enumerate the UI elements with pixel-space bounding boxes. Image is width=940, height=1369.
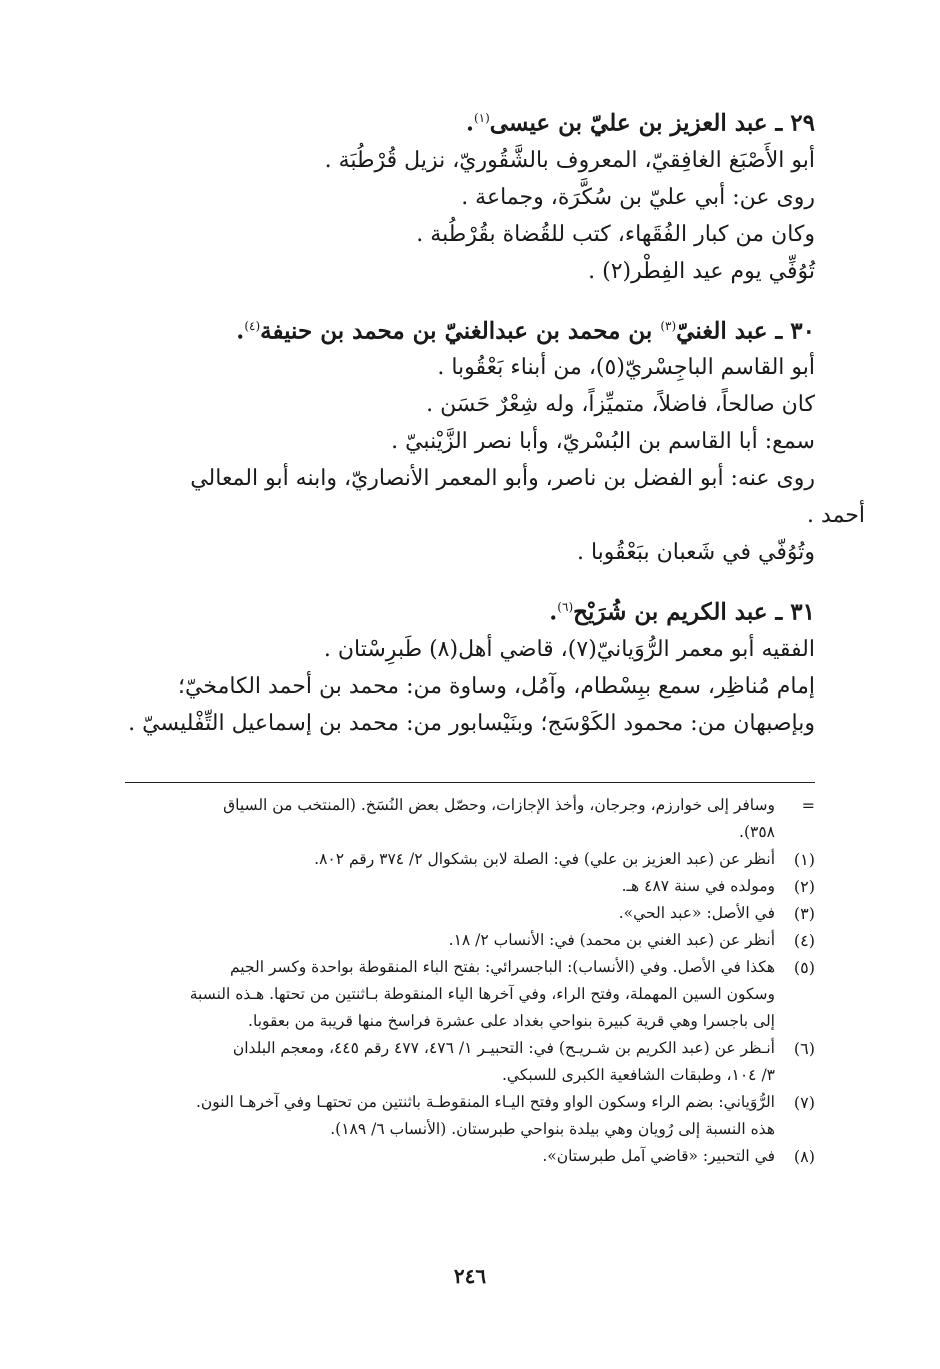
footnote-number: (٧) — [793, 1093, 815, 1112]
footnote-line: هذه النسبة إلى رُويان وهي بيلدة بنواحي طبرستان. (الأنساب ٦/ ١٨٩). — [330, 1120, 775, 1138]
footnote-number: (٥) — [793, 958, 815, 977]
footnote-ref: (٣) — [660, 318, 677, 333]
entry-line: وكان من كبار الفُقَهاء، كتب للقُضاة بقُرْطُبة . — [416, 221, 815, 247]
footnote-line: ومولده في سنة ٤٨٧ هـ. — [621, 877, 775, 895]
footnote-number: (٣) — [793, 904, 815, 923]
footnote-4 — [90, 927, 815, 954]
footnote-body — [90, 954, 775, 1035]
main-text — [75, 100, 865, 760]
continuation-note — [90, 792, 815, 846]
entry-number: ٢٩ ـ — [775, 109, 815, 137]
footnote-ref: (٤) — [244, 318, 261, 333]
footnote-line: في التحبير: «قاضي آمل طبرستان». — [542, 1147, 775, 1165]
entry-line: تُوُفِّي يوم عيد الفِطْر(٢) . — [588, 258, 815, 284]
footnote-line: وسافر إلى خوارزم، وجرجان، وأخذ الإجازات، وحصّل بعض النُسَخ. (المنتخب من السياق — [223, 796, 775, 814]
entry-30 — [75, 308, 865, 572]
footnote-line: وسكون السين المهملة، وفتح الراء، وفي آخرها الياء المنقوطة بـاثنتين من تحتها. هـذه النسبة — [189, 985, 775, 1003]
footnote-body — [90, 1035, 775, 1089]
footnote-body — [90, 900, 775, 927]
heading-tail: . — [236, 317, 245, 345]
footnote-body — [90, 846, 775, 873]
footnote-body — [90, 873, 775, 900]
footnote-2 — [90, 873, 815, 900]
entry-line: أبو الأَصْبَغ الغافِقيّ، المعروف بالشَّقُوريّ، نزيل قُرْطُبَة . — [324, 147, 815, 173]
footnote-6 — [90, 1035, 815, 1089]
entry-line: إمام مُناظِر، سمع ببِسْطام، وآمُل، وساوة من: محمد بن أحمد الكامخيّ؛ — [178, 673, 815, 699]
footnote-divider — [125, 782, 815, 783]
footnote-line: أنظر عن (عبد العزيز بن علي) في: الصلة لابن بشكوال ٢/ ٣٧٤ رقم ٨٠٢. — [314, 850, 775, 868]
footnote-line: هكذا في الأصل. وفي (الأنساب): الباجسرائي: بفتح الباء المنقوطة بواحدة وكسر الجيم — [229, 958, 775, 976]
footnote-body — [90, 927, 775, 954]
entry-line: أبو القاسم الباجِسْريّ(٥)، من أبناء بَعْقُوبا . — [437, 355, 815, 381]
entry-name: عبد الغنيّ — [676, 317, 768, 345]
entry-number: ٣١ ـ — [775, 598, 815, 626]
heading-tail: . — [465, 109, 474, 137]
footnote-number: (٤) — [793, 931, 815, 950]
footnote-number: (١) — [793, 850, 815, 869]
footnote-line: أنظر عن (عبد الغني بن محمد) في: الأنساب ٢/ ١٨. — [448, 931, 775, 949]
footnote-ref: (١) — [473, 111, 490, 125]
page-number: ٢٤٦ — [453, 1264, 487, 1288]
footnote-line: في الأصل: «عبد الحي». — [618, 904, 775, 922]
footnote-3 — [90, 900, 815, 927]
footnote-5 — [90, 954, 815, 1035]
entry-number: ٣٠ ـ — [775, 317, 815, 345]
footnote-body — [90, 1143, 775, 1170]
footnote-1 — [90, 846, 815, 873]
entry-name: عبد العزيز بن عليّ بن عيسى — [489, 109, 768, 137]
entry-line: روى عنه: أبو الفضل بن ناصر، وأبو المعمر الأنصاريّ، وابنه أبو المعالي — [190, 466, 815, 492]
footnote-line: أنـظر عن (عبد الكريم بن شـريـح) في: التحبيـر ١/ ٤٧٦، ٤٧٧ رقم ٤٤٥، ومعجم البلدان — [232, 1039, 775, 1057]
footnote-8 — [90, 1143, 815, 1170]
footnote-line: إلى باجسرا وهي قرية كبيرة بنواحي بغداد على عشرة فراسخ منها قريبة من بعقوبا. — [248, 1012, 775, 1030]
continuation-marker: = — [801, 796, 815, 815]
footnote-7 — [90, 1089, 815, 1143]
footnotes — [90, 792, 815, 1170]
entry-name: عبد الكريم بن شُرَيْح — [573, 598, 768, 626]
entry-29 — [75, 100, 815, 290]
footnote-line: ٣٥٨). — [739, 823, 775, 841]
entry-line: كان صالحاً، فاضلاً، متميِّزاً، وله شِعْرٌ حَسَن . — [426, 392, 815, 418]
footnote-body — [90, 792, 775, 846]
entry-line: وبإصبهان من: محمود الكَوْسَج؛ وبنَيْسابور من: محمد بن إسماعيل التِّفْليسيّ . — [128, 710, 815, 736]
entry-31 — [75, 589, 815, 742]
entry-line: سمع: أبا القاسم بن البُسْريّ، وأبا نصر الزَّيْنبيّ . — [391, 429, 815, 455]
entry-name-continued: بن محمد بن عبدالغنيّ بن محمد بن حنيفة — [260, 317, 653, 345]
entry-heading — [75, 100, 815, 142]
entry-line: روى عن: أبي عليّ بن سُكَّرَة، وجماعة . — [461, 184, 815, 210]
footnote-line: الرُّوَياني: بضم الراء وسكون الواو وفتح اليـاء المنقوطـة باثنتين من تحتهـا وفي آخرهـا النون. — [195, 1093, 775, 1111]
entry-heading — [75, 308, 815, 350]
footnote-body — [90, 1089, 775, 1143]
entry-line: وتُوُفّي في شَعبان ببَعْقُوبا . — [576, 540, 815, 566]
entry-line: أحمد . — [807, 503, 865, 529]
footnote-number: (٢) — [793, 877, 815, 896]
footnote-number: (٦) — [793, 1039, 815, 1058]
entry-heading — [75, 589, 815, 631]
footnote-number: (٨) — [793, 1147, 815, 1166]
heading-tail: . — [549, 598, 558, 626]
entry-line: الفقيه أبو معمر الرُّوَيانيّ(٧)، قاضي أهل(٨) طَبرِسْتان . — [323, 636, 815, 662]
footnote-line: ٣/ ١٠٤، وطبقات الشافعية الكبرى للسبكي. — [501, 1066, 775, 1084]
footnote-ref: (٦) — [557, 600, 574, 615]
